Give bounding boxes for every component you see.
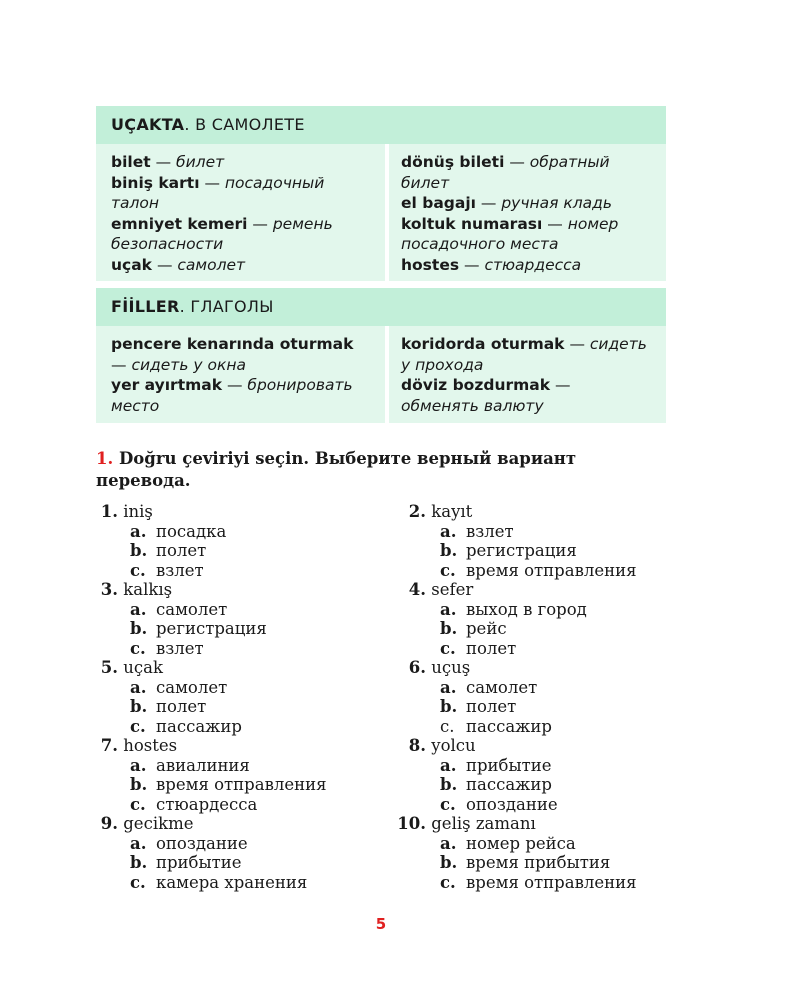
vocab-entry	[111, 152, 370, 173]
option-text: взлет	[156, 560, 204, 580]
vocab-translation: номер посадочного места	[401, 214, 619, 253]
option-letter: c.	[130, 560, 146, 580]
question-word: geliş zamanı	[431, 814, 536, 833]
quiz-question	[390, 736, 690, 756]
answer-option	[96, 873, 386, 893]
answer-option	[390, 619, 690, 639]
vocab-term: yer ayırtmak	[111, 376, 223, 394]
vocab-dash: —	[547, 214, 563, 233]
answer-option	[390, 853, 690, 873]
header-title-russian: . В САМОЛЕТЕ	[184, 115, 305, 134]
vocab-entry	[111, 375, 370, 416]
answer-option	[390, 756, 690, 776]
question-number: 4.	[408, 580, 426, 599]
vocab-dash: —	[156, 255, 173, 274]
answer-option	[390, 541, 690, 561]
vocab-translation: стюардесса	[484, 255, 582, 274]
vocab-column-left	[96, 144, 385, 281]
option-text: взлет	[156, 638, 204, 658]
vocab-header-airplane	[96, 106, 666, 144]
option-text: время отправления	[466, 560, 637, 580]
header-title-russian: . ГЛАГОЛЫ	[179, 297, 274, 316]
option-letter: c.	[440, 716, 455, 736]
question-word: kalkış	[123, 580, 173, 599]
vocab-translation: обратный билет	[401, 153, 610, 192]
option-text: самолет	[466, 677, 538, 697]
question-word: gecikme	[123, 814, 194, 833]
vocab-term: hostes	[401, 255, 460, 274]
answer-option	[390, 678, 690, 698]
vocab-translation: посадочный талон	[111, 173, 325, 212]
option-text: самолет	[156, 599, 228, 619]
question-number: 2.	[408, 502, 426, 521]
vocab-translation: билет	[176, 153, 225, 171]
answer-option	[390, 522, 690, 542]
quiz-question	[390, 658, 690, 678]
quiz-question	[390, 502, 690, 522]
question-word: sefer	[431, 580, 474, 599]
option-text: самолет	[156, 677, 228, 697]
vocab-dash: —	[480, 194, 497, 212]
option-text: пассажир	[466, 775, 552, 794]
option-letter: b.	[130, 775, 148, 794]
quiz-column-left	[96, 502, 386, 892]
option-letter: c.	[440, 638, 456, 658]
question-number: 3.	[100, 580, 118, 599]
option-letter: b.	[440, 541, 458, 560]
option-letter: b.	[440, 697, 458, 716]
vocab-box-verbs	[96, 288, 666, 423]
vocab-term: el bagajı	[401, 194, 476, 212]
option-text: прибытие	[156, 853, 242, 872]
vocab-term: koridorda oturmak	[401, 335, 565, 353]
vocab-dash: —	[252, 214, 268, 233]
quiz-column-right	[390, 502, 690, 892]
answer-option	[96, 600, 386, 620]
option-letter: a.	[130, 833, 147, 853]
option-letter: b.	[130, 541, 148, 560]
vocab-body-airplane	[96, 144, 666, 281]
question-word: uçak	[123, 658, 163, 677]
option-text: полет	[156, 541, 207, 560]
option-letter: a.	[440, 755, 457, 775]
vocab-translation: ручная кладь	[501, 194, 613, 212]
option-letter: b.	[440, 775, 458, 794]
task-text: Doğru çeviriyi seçin. Выберите верный вариант перевода.	[96, 449, 577, 490]
option-letter: a.	[130, 755, 147, 775]
option-letter: a.	[440, 677, 457, 697]
answer-option	[390, 639, 690, 659]
option-text: стюардесса	[156, 794, 258, 814]
answer-option	[96, 541, 386, 561]
vocab-translation: бронировать место	[111, 376, 353, 415]
question-word: kayıt	[431, 502, 473, 521]
answer-option	[96, 522, 386, 542]
question-number: 8.	[408, 736, 426, 755]
answer-option	[96, 678, 386, 698]
vocab-entry	[401, 193, 651, 214]
option-text: время прибытия	[466, 853, 611, 872]
question-word: yolcu	[431, 736, 476, 755]
answer-option	[390, 697, 690, 717]
vocab-translation: обменять валюту	[401, 396, 544, 415]
option-text: прибытие	[466, 755, 552, 775]
question-word: iniş	[123, 502, 153, 521]
option-letter: c.	[130, 872, 146, 892]
question-number: 9.	[100, 814, 118, 833]
vocab-translation: самолет	[177, 255, 246, 274]
vocab-dash: —	[111, 355, 127, 374]
option-text: пассажир	[156, 716, 242, 736]
option-text: полет	[466, 697, 517, 716]
answer-option	[96, 619, 386, 639]
vocab-term: dönüş bileti	[401, 153, 505, 171]
option-text: регистрация	[466, 541, 577, 560]
option-letter: c.	[130, 638, 146, 658]
option-letter: b.	[440, 853, 458, 872]
quiz-question	[96, 814, 386, 834]
task-title	[96, 448, 656, 492]
option-text: рейс	[466, 619, 507, 638]
option-text: авиалиния	[156, 755, 250, 775]
option-letter: a.	[130, 677, 147, 697]
answer-option	[390, 717, 690, 737]
quiz-question	[96, 658, 386, 678]
quiz-question	[96, 736, 386, 756]
vocab-dash: —	[204, 173, 220, 192]
vocab-term: pencere kenarında oturmak	[111, 335, 354, 353]
vocab-entry	[111, 214, 370, 255]
option-text: регистрация	[156, 619, 267, 638]
question-number: 1.	[100, 502, 118, 521]
vocab-entry	[111, 255, 370, 276]
vocab-entry	[401, 214, 651, 255]
answer-option	[96, 697, 386, 717]
option-text: время отправления	[156, 775, 327, 794]
vocab-entry	[401, 255, 651, 276]
option-text: время отправления	[466, 872, 637, 892]
option-text: полет	[466, 638, 517, 658]
option-text: посадка	[156, 521, 227, 541]
vocab-term: bilet	[111, 153, 151, 171]
vocab-box-airplane	[96, 106, 666, 281]
vocab-entry	[401, 334, 651, 375]
answer-option	[96, 853, 386, 873]
quiz-question	[390, 580, 690, 600]
vocab-dash: —	[569, 335, 585, 353]
answer-option	[390, 600, 690, 620]
answer-option	[96, 639, 386, 659]
answer-option	[390, 775, 690, 795]
vocab-term: uçak	[111, 255, 152, 274]
quiz-question	[96, 580, 386, 600]
vocab-term: biniş kartı	[111, 173, 200, 192]
option-letter: b.	[130, 619, 148, 638]
task-number: 1.	[96, 449, 114, 468]
answer-option	[390, 561, 690, 581]
option-letter: a.	[130, 521, 147, 541]
option-letter: c.	[440, 794, 456, 814]
vocab-entry	[401, 375, 651, 416]
vocab-term: döviz bozdurmak	[401, 376, 551, 394]
vocab-translation: ремень безопасности	[111, 214, 333, 253]
vocab-dash: —	[226, 376, 243, 394]
option-text: опоздание	[466, 794, 558, 814]
question-word: uçuş	[431, 658, 471, 677]
option-letter: c.	[440, 560, 456, 580]
vocab-term: emniyet kemeri	[111, 214, 248, 233]
answer-option	[96, 775, 386, 795]
option-text: выход в город	[466, 599, 587, 619]
vocab-column-right	[385, 326, 666, 423]
option-letter: c.	[130, 716, 146, 736]
vocab-column-right	[385, 144, 666, 281]
vocab-header-verbs	[96, 288, 666, 326]
option-letter: b.	[130, 853, 148, 872]
vocab-column-left	[96, 326, 385, 423]
vocab-translation: сидеть у прохода	[401, 335, 647, 374]
option-text: полет	[156, 697, 207, 716]
answer-option	[96, 561, 386, 581]
answer-option	[96, 717, 386, 737]
vocab-dash: —	[509, 153, 525, 171]
answer-option	[96, 834, 386, 854]
vocab-entry	[111, 173, 370, 214]
quiz-question	[96, 502, 386, 522]
header-title-turkish: UÇAKTA	[111, 115, 185, 134]
option-letter: c.	[440, 872, 456, 892]
option-letter: b.	[130, 697, 148, 716]
answer-option	[390, 834, 690, 854]
answer-option	[390, 873, 690, 893]
vocab-entry	[401, 152, 651, 193]
option-text: камера хранения	[156, 872, 308, 892]
option-text: номер рейса	[466, 833, 576, 853]
header-title-turkish: FİİLLER	[111, 297, 180, 316]
question-number: 6.	[408, 658, 426, 677]
answer-option	[390, 795, 690, 815]
option-text: опоздание	[156, 833, 248, 853]
question-word: hostes	[123, 736, 178, 755]
option-text: взлет	[466, 521, 514, 541]
vocab-translation: сидеть у окна	[131, 355, 246, 374]
vocab-dash: —	[464, 255, 480, 274]
quiz-question	[390, 814, 690, 834]
page-number: 5	[375, 915, 387, 933]
option-letter: b.	[440, 619, 458, 638]
option-letter: a.	[440, 599, 457, 619]
vocab-entry	[111, 334, 370, 375]
question-number: 10.	[397, 814, 426, 833]
vocab-term: koltuk numarası	[401, 214, 543, 233]
vocab-dash: —	[554, 376, 571, 394]
question-number: 5.	[100, 658, 118, 677]
option-letter: a.	[440, 833, 457, 853]
answer-option	[96, 795, 386, 815]
option-letter: a.	[440, 521, 457, 541]
option-text: пассажир	[466, 716, 552, 736]
vocab-body-verbs	[96, 326, 666, 423]
question-number: 7.	[100, 736, 118, 755]
vocab-dash: —	[155, 153, 172, 171]
option-letter: c.	[130, 794, 146, 814]
option-letter: a.	[130, 599, 147, 619]
answer-option	[96, 756, 386, 776]
